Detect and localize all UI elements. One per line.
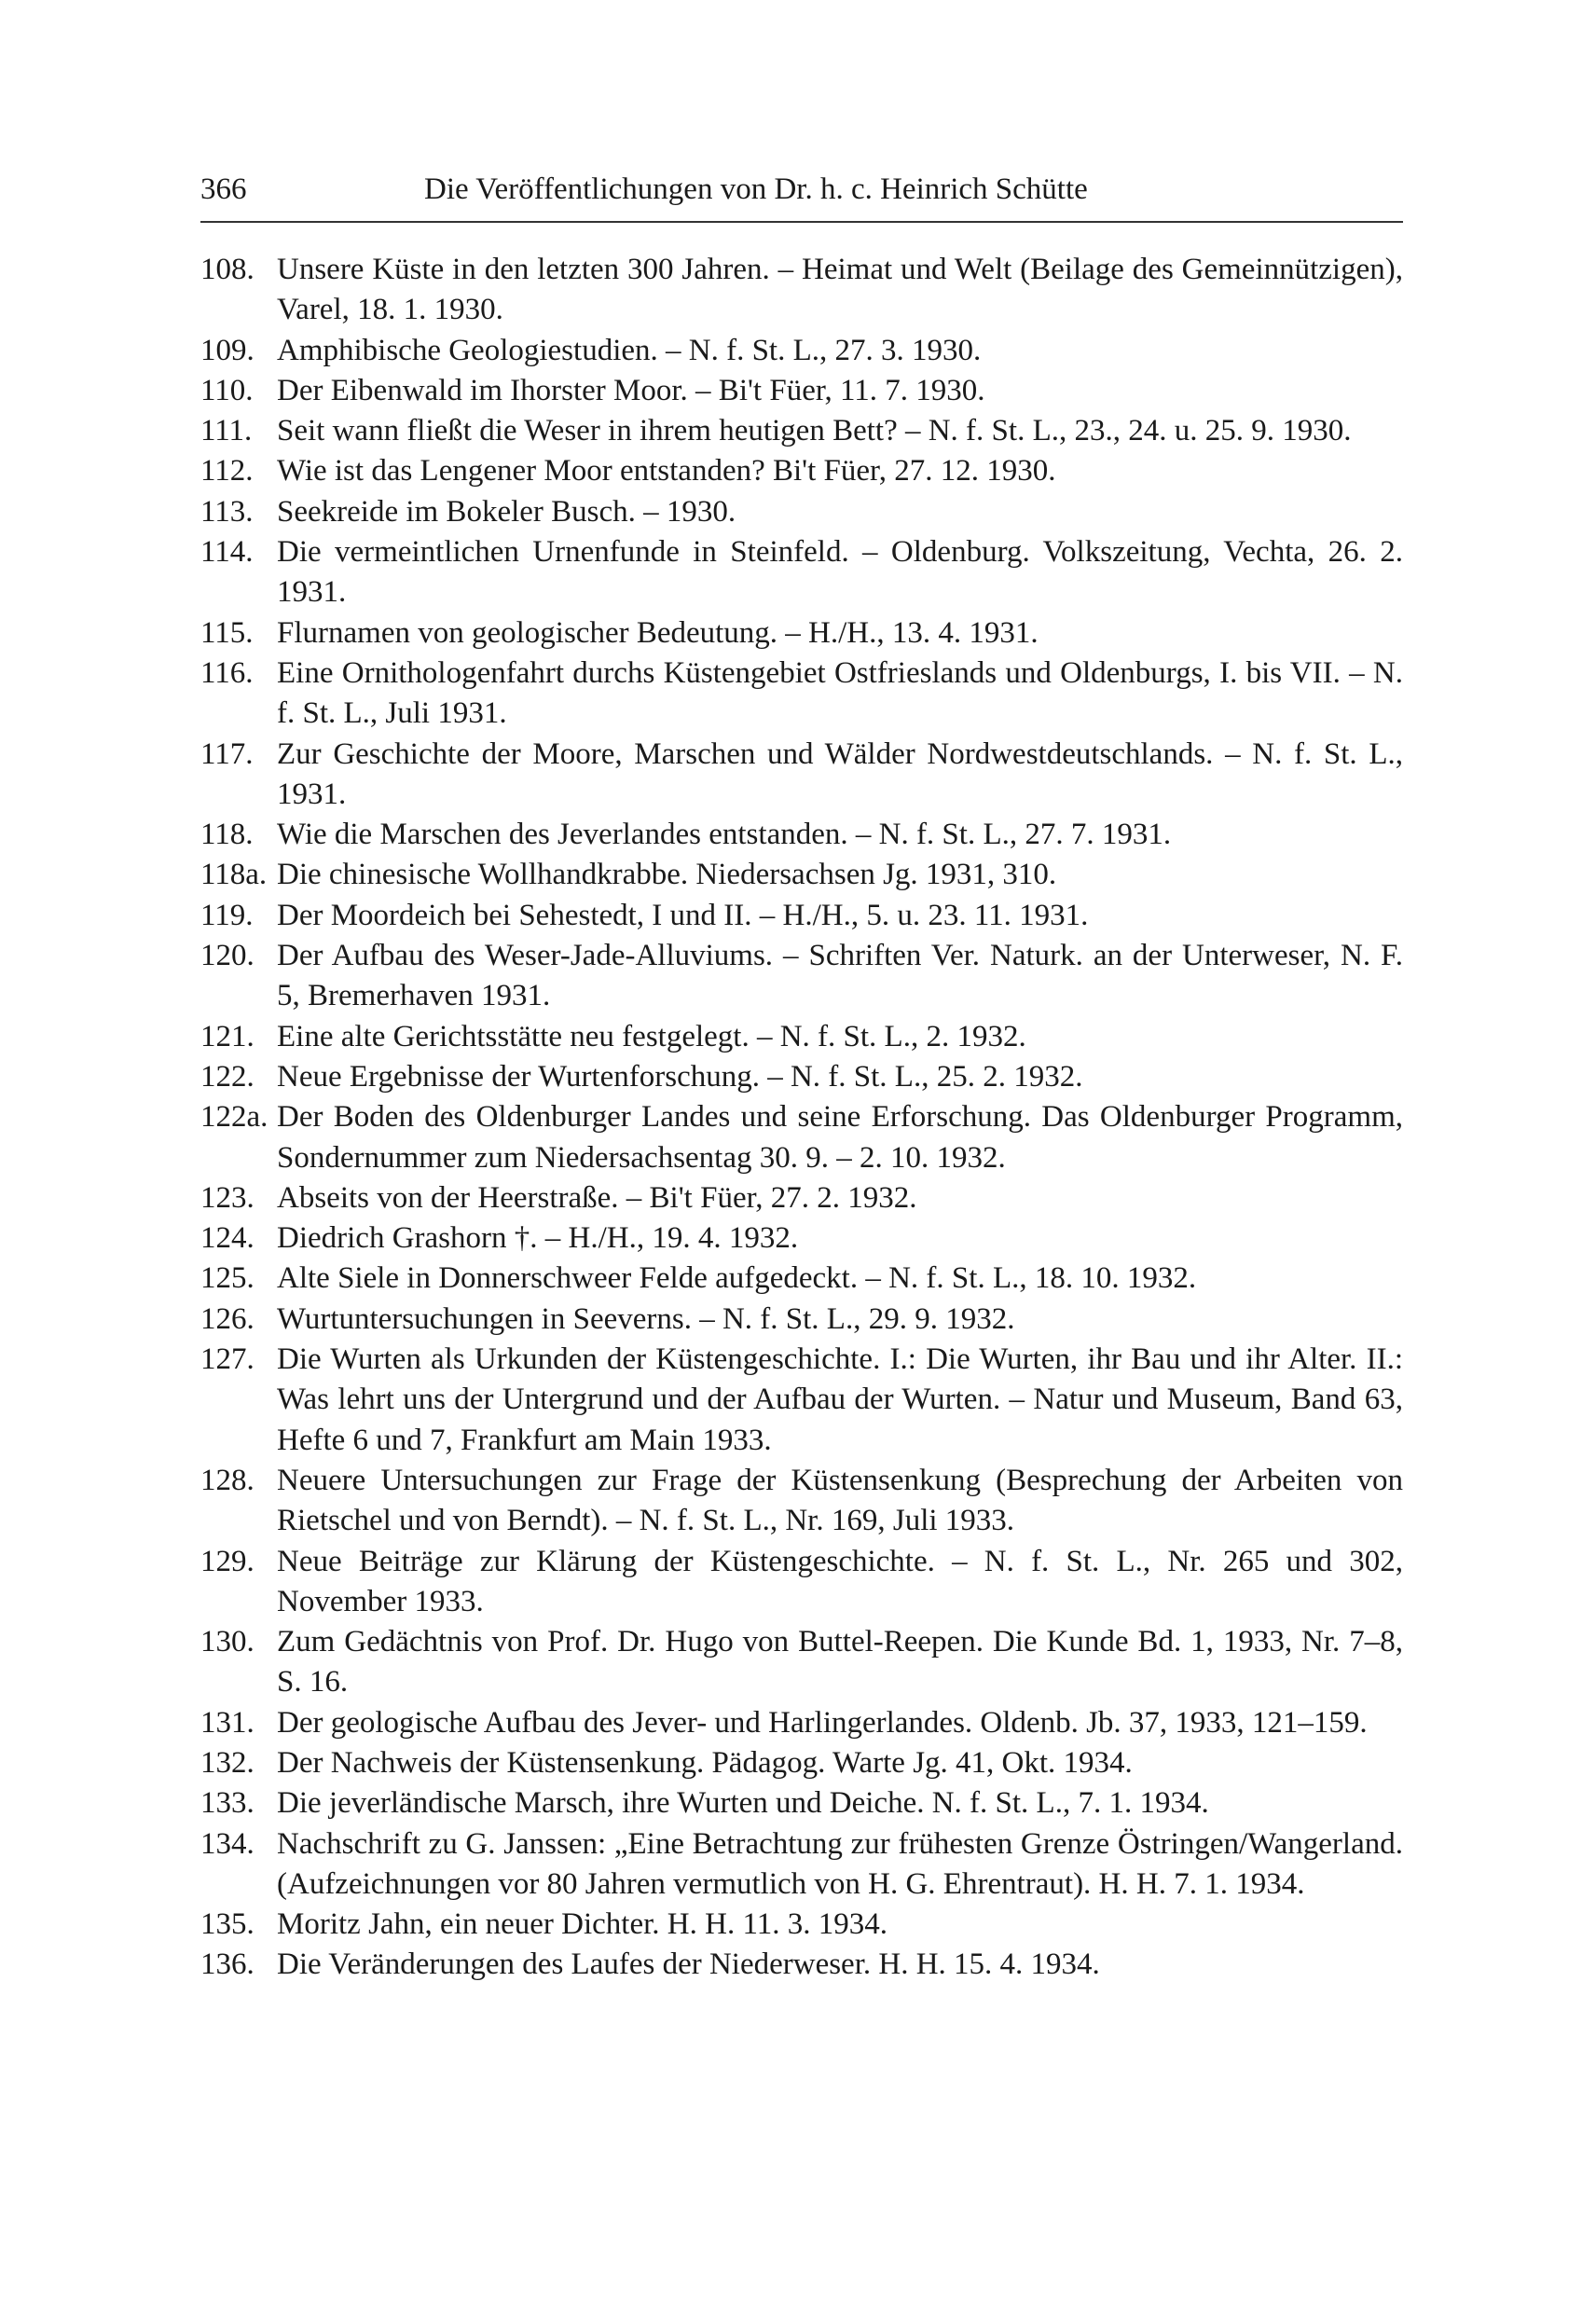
entry-number: 129. <box>200 1544 255 1578</box>
entry-number: 125. <box>200 1261 255 1296</box>
bibliography-entry <box>200 1461 1403 1542</box>
entry-text: Die Wurten als Urkunden der Küstengeschichte. I.: Die Wurten, ihr Bau und ihr Alter. II.: Was lehrt uns der Untergrund und der Aufbau der Wurten. – Natur und Museum, Band 63, Hefte 6 und 7, Frankfurt am Main 1933. <box>277 1342 1403 1457</box>
bibliography-entry <box>200 1340 1403 1461</box>
entry-number: 121. <box>200 1019 255 1053</box>
bibliography-entry <box>200 855 1403 895</box>
entry-number: 122. <box>200 1059 255 1094</box>
header-rule <box>200 221 1403 223</box>
entry-text: Amphibische Geologiestudien. – N. f. St. L., 27. 3. 1930. <box>277 333 982 367</box>
entry-text: Der Eibenwald im Ihorster Moor. – Bi't Füer, 11. 7. 1930. <box>277 373 985 407</box>
bibliography-entry <box>200 451 1403 491</box>
entry-number: 111. <box>200 414 253 448</box>
bibliography-entry <box>200 411 1403 451</box>
bibliography-entry <box>200 1218 1403 1259</box>
entry-number: 116. <box>200 655 254 690</box>
entry-text: Abseits von der Heerstraße. – Bi't Füer, 27. 2. 1932. <box>277 1180 917 1215</box>
entry-number: 135. <box>200 1907 255 1942</box>
entry-number: 118a. <box>200 858 268 892</box>
bibliography-entry <box>200 331 1403 371</box>
entry-text: Zur Geschichte der Moore, Marschen und Wälder Nordwestdeutschlands. – N. f. St. L., 1931. <box>277 736 1403 811</box>
entry-number: 127. <box>200 1342 255 1377</box>
entry-text: Neue Beiträge zur Klärung der Küstengeschichte. – N. f. St. L., Nr. 265 und 302, November 1933. <box>277 1544 1403 1618</box>
bibliography-entry <box>200 532 1403 613</box>
bibliography-entry <box>200 1057 1403 1097</box>
entry-number: 120. <box>200 939 255 973</box>
bibliography-entry <box>200 654 1403 735</box>
entry-number: 134. <box>200 1826 255 1861</box>
entry-number: 114. <box>200 535 254 570</box>
bibliography-entry <box>200 1017 1403 1057</box>
bibliography-entry <box>200 250 1403 331</box>
bibliography-entry <box>200 1743 1403 1783</box>
entry-text: Zum Gedächtnis von Prof. Dr. Hugo von Buttel-Reepen. Die Kunde Bd. 1, 1933, Nr. 7–8, S. 16. <box>277 1625 1403 1700</box>
bibliography-entry <box>200 1824 1403 1906</box>
entry-text: Seit wann fließt die Weser in ihrem heutigen Bett? – N. f. St. L., 23., 24. u. 25. 9. 1930. <box>277 414 1352 448</box>
running-title: Die Veröffentlichungen von Dr. h. c. Heinrich Schütte <box>424 172 1088 206</box>
bibliography-entry <box>200 735 1403 816</box>
bibliography-entry <box>200 1622 1403 1703</box>
entry-number: 122a. <box>200 1100 268 1135</box>
entry-text: Der Aufbau des Weser-Jade-Alluviums. – Schriften Ver. Naturk. an der Unterweser, N. F. 5, Bremerhaven 1931. <box>277 939 1403 1013</box>
entry-text: Die vermeintlichen Urnenfunde in Steinfeld. – Oldenburg. Volkszeitung, Vechta, 26. 2. 1931. <box>277 535 1403 610</box>
entry-number: 109. <box>200 333 255 367</box>
bibliography-entry <box>200 896 1403 936</box>
entry-text: Der Moordeich bei Sehestedt, I und II. – H./H., 5. u. 23. 11. 1931. <box>277 898 1089 932</box>
bibliography-entry <box>200 371 1403 411</box>
bibliography-entry <box>200 1097 1403 1178</box>
entry-text: Die Veränderungen des Laufes der Niederweser. H. H. 15. 4. 1934. <box>277 1947 1100 1982</box>
entry-text: Seekreide im Bokeler Busch. – 1930. <box>277 494 736 529</box>
entry-text: Eine alte Gerichtsstätte neu festgelegt. – N. f. St. L., 2. 1932. <box>277 1019 1026 1053</box>
entry-text: Flurnamen von geologischer Bedeutung. – H./H., 13. 4. 1931. <box>277 615 1039 650</box>
bibliography-list <box>200 250 1403 1986</box>
entry-number: 118. <box>200 818 254 852</box>
entry-text: Diedrich Grashorn †. – H./H., 19. 4. 1932. <box>277 1221 799 1256</box>
entry-number: 108. <box>200 253 255 286</box>
entry-number: 123. <box>200 1180 255 1215</box>
entry-number: 128. <box>200 1463 255 1497</box>
entry-number: 130. <box>200 1625 255 1659</box>
page-header <box>200 171 1403 208</box>
entry-number: 133. <box>200 1786 255 1821</box>
bibliography-entry <box>200 492 1403 532</box>
entry-text: Die jeverländische Marsch, ihre Wurten und Deiche. N. f. St. L., 7. 1. 1934. <box>277 1786 1209 1821</box>
entry-text: Die chinesische Wollhandkrabbe. Niedersachsen Jg. 1931, 310. <box>277 858 1057 892</box>
entry-number: 113. <box>200 494 254 529</box>
bibliography-entry <box>200 815 1403 855</box>
entry-number: 112. <box>200 454 254 489</box>
page-number: 366 <box>200 172 247 206</box>
entry-number: 136. <box>200 1947 255 1982</box>
entry-number: 131. <box>200 1705 255 1740</box>
entry-text: Moritz Jahn, ein neuer Dichter. H. H. 11. 3. 1934. <box>277 1907 887 1942</box>
entry-text: Wie die Marschen des Jeverlandes entstanden. – N. f. St. L., 27. 7. 1931. <box>277 818 1172 852</box>
entry-text: Wurtuntersuchungen in Seeverns. – N. f. St. L., 29. 9. 1932. <box>277 1301 1015 1336</box>
entry-number: 117. <box>200 736 254 771</box>
bibliography-entry <box>200 1703 1403 1743</box>
entry-text: Nachschrift zu G. Janssen: „Eine Betrachtung zur frühesten Grenze Östringen/Wangerland. (Aufzeichnungen vor 80 Jahren vermutlich von H. G. Ehrentraut). H. H. 7. 1. 1934. <box>277 1826 1403 1901</box>
entry-text: Der Boden des Oldenburger Landes und seine Erforschung. Das Oldenburger Programm, Sondernummer zum Niedersachsentag 30. 9. – 2. 10. 1932. <box>277 1100 1403 1175</box>
entry-number: 119. <box>200 898 254 932</box>
bibliography-entry <box>200 1259 1403 1299</box>
entry-number: 110. <box>200 373 254 407</box>
bibliography-entry <box>200 1905 1403 1945</box>
entry-text: Eine Ornithologenfahrt durchs Küstengebiet Ostfrieslands und Oldenburgs, I. bis VII. – N. f. St. L., Juli 1931. <box>277 655 1403 731</box>
bibliography-entry <box>200 1542 1403 1623</box>
entry-number: 132. <box>200 1745 255 1780</box>
entry-number: 115. <box>200 615 254 650</box>
entry-text: Der Nachweis der Küstensenkung. Pädagog. Warte Jg. 41, Okt. 1934. <box>277 1745 1133 1780</box>
entry-number: 124. <box>200 1221 255 1256</box>
entry-text: Alte Siele in Donnerschweer Felde aufgedeckt. – N. f. St. L., 18. 10. 1932. <box>277 1261 1197 1296</box>
entry-text: Unsere Küste in den letzten 300 Jahren. – Heimat und Welt (Beilage des Gemeinnützigen), Varel, 18. 1. 1930. <box>277 253 1403 327</box>
entry-text: Der geologische Aufbau des Jever- und Harlingerlandes. Oldenb. Jb. 37, 1933, 121–159. <box>277 1705 1368 1740</box>
bibliography-entry <box>200 1300 1403 1340</box>
entry-text: Wie ist das Lengener Moor entstanden? Bi't Füer, 27. 12. 1930. <box>277 454 1056 489</box>
bibliography-entry <box>200 936 1403 1017</box>
entry-text: Neue Ergebnisse der Wurtenforschung. – N. f. St. L., 25. 2. 1932. <box>277 1059 1083 1094</box>
entry-number: 126. <box>200 1301 255 1336</box>
bibliography-entry <box>200 613 1403 654</box>
bibliography-entry <box>200 1945 1403 1985</box>
entry-text: Neuere Untersuchungen zur Frage der Küstensenkung (Besprechung der Arbeiten von Rietschel und von Berndt). – N. f. St. L., Nr. 169, Juli 1933. <box>277 1463 1403 1538</box>
bibliography-entry <box>200 1783 1403 1823</box>
bibliography-entry <box>200 1178 1403 1218</box>
